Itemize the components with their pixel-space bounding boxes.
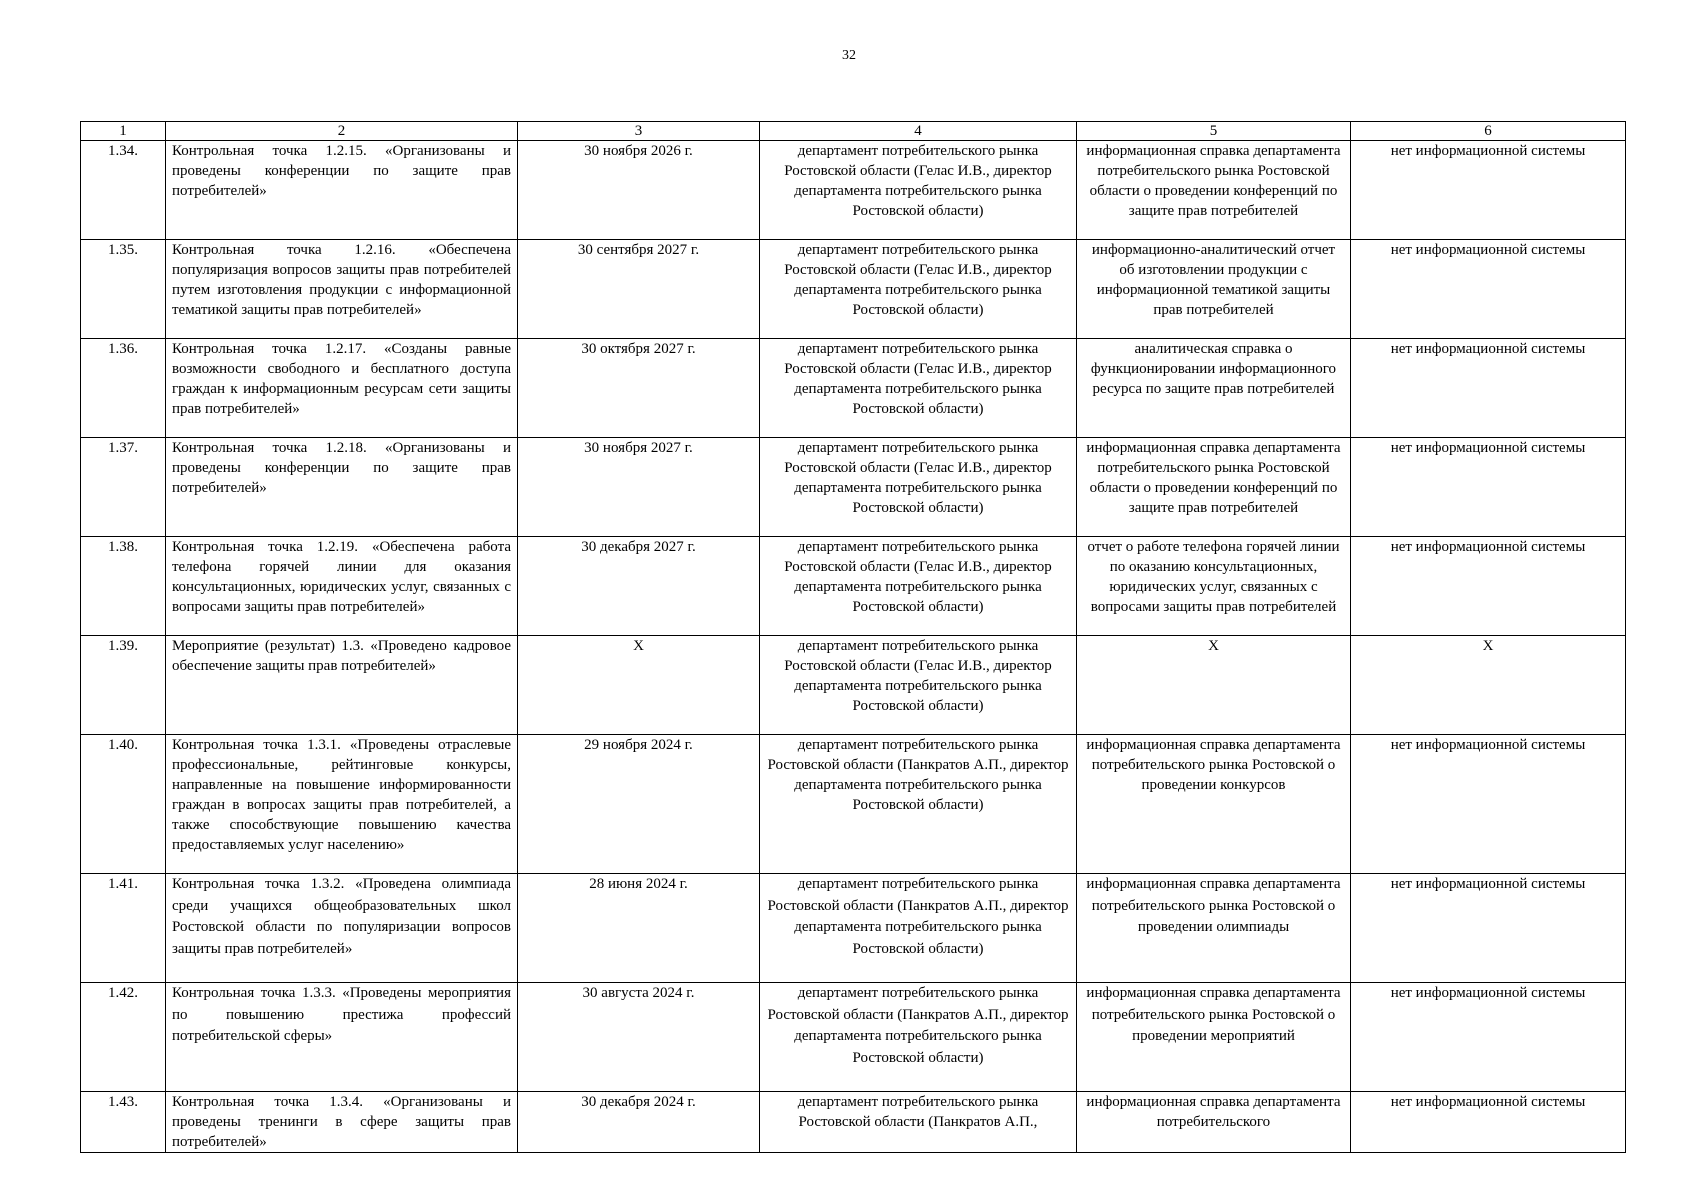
row-document: Х	[1077, 636, 1351, 735]
row-responsible: департамент потребительского рынка Ростовской области (Панкратов А.П., директор департамента потребительского рынка Ростовской области)	[760, 874, 1077, 983]
table-row	[81, 141, 1626, 240]
row-description: Контрольная точка 1.2.19. «Обеспечена работа телефона горячей линии для оказания консультационных, юридических услуг, связанных с вопросами защиты прав потребителей»	[166, 537, 518, 636]
row-document: информационная справка департамента потребительского рынка Ростовской области о проведении конференций по защите прав потребителей	[1077, 438, 1351, 537]
table-row	[81, 874, 1626, 983]
row-responsible: департамент потребительского рынка Ростовской области (Гелас И.В., директор департамента потребительского рынка Ростовской области)	[760, 537, 1077, 636]
row-date: 30 сентября 2027 г.	[518, 240, 760, 339]
row-date: 30 октября 2027 г.	[518, 339, 760, 438]
row-date: 30 декабря 2024 г.	[518, 1092, 760, 1153]
row-responsible: департамент потребительского рынка Ростовской области (Гелас И.В., директор департамента потребительского рынка Ростовской области)	[760, 438, 1077, 537]
column-header: 5	[1077, 122, 1351, 141]
table-row	[81, 1092, 1626, 1153]
row-system: нет информационной системы	[1351, 339, 1626, 438]
row-description: Контрольная точка 1.2.15. «Организованы и проведены конференции по защите прав потребителей»	[166, 141, 518, 240]
row-responsible: департамент потребительского рынка Ростовской области (Гелас И.В., директор департамента потребительского рынка Ростовской области)	[760, 636, 1077, 735]
row-responsible: департамент потребительского рынка Ростовской области (Панкратов А.П., директор департамента потребительского рынка Ростовской области)	[760, 983, 1077, 1092]
row-system: нет информационной системы	[1351, 438, 1626, 537]
row-responsible: департамент потребительского рынка Ростовской области (Панкратов А.П., директор департамента потребительского рынка Ростовской области)	[760, 735, 1077, 874]
row-number: 1.36.	[81, 339, 166, 438]
row-system: нет информационной системы	[1351, 983, 1626, 1092]
row-date: 30 ноября 2027 г.	[518, 438, 760, 537]
row-description: Контрольная точка 1.2.17. «Созданы равные возможности свободного и бесплатного доступа граждан к информационным ресурсам сети защиты прав потребителей»	[166, 339, 518, 438]
row-description: Контрольная точка 1.2.16. «Обеспечена популяризация вопросов защиты прав потребителей путем изготовления продукции с информационной тематикой защиты прав потребителей»	[166, 240, 518, 339]
column-header: 1	[81, 122, 166, 141]
row-number: 1.35.	[81, 240, 166, 339]
row-description: Контрольная точка 1.3.4. «Организованы и проведены тренинги в сфере защиты прав потребителей»	[166, 1092, 518, 1153]
row-responsible: департамент потребительского рынка Ростовской области (Гелас И.В., директор департамента потребительского рынка Ростовской области)	[760, 339, 1077, 438]
table-row	[81, 636, 1626, 735]
row-description: Контрольная точка 1.3.2. «Проведена олимпиада среди учащихся общеобразовательных школ Ростовской области по популяризации вопросов защиты прав потребителей»	[166, 874, 518, 983]
row-number: 1.39.	[81, 636, 166, 735]
row-number: 1.42.	[81, 983, 166, 1092]
row-document: информационная справка департамента потребительского рынка Ростовской о проведении конкурсов	[1077, 735, 1351, 874]
row-document: информационная справка департамента потребительского рынка Ростовской о проведении олимпиады	[1077, 874, 1351, 983]
row-date: Х	[518, 636, 760, 735]
column-header: 4	[760, 122, 1077, 141]
row-date: 29 ноября 2024 г.	[518, 735, 760, 874]
row-description: Мероприятие (результат) 1.3. «Проведено кадровое обеспечение защиты прав потребителей»	[166, 636, 518, 735]
table-row	[81, 983, 1626, 1092]
row-description: Контрольная точка 1.3.1. «Проведены отраслевые профессиональные, рейтинговые конкурсы, направленные на повышение информированности граждан в вопросах защиты прав потребителей, а также способствующие повышению качества предоставляемых услуг населению»	[166, 735, 518, 874]
row-number: 1.38.	[81, 537, 166, 636]
row-number: 1.41.	[81, 874, 166, 983]
row-number: 1.40.	[81, 735, 166, 874]
row-date: 30 августа 2024 г.	[518, 983, 760, 1092]
table-row	[81, 537, 1626, 636]
control-points-table	[80, 121, 1626, 1153]
row-system: нет информационной системы	[1351, 1092, 1626, 1153]
row-description: Контрольная точка 1.3.3. «Проведены мероприятия по повышению престижа профессий потребительской сферы»	[166, 983, 518, 1092]
row-document: информационная справка департамента потребительского	[1077, 1092, 1351, 1153]
row-system: нет информационной системы	[1351, 141, 1626, 240]
row-responsible: департамент потребительского рынка Ростовской области (Гелас И.В., директор департамента потребительского рынка Ростовской области)	[760, 141, 1077, 240]
column-header: 2	[166, 122, 518, 141]
row-document: информационная справка департамента потребительского рынка Ростовской области о проведении конференций по защите прав потребителей	[1077, 141, 1351, 240]
row-date: 28 июня 2024 г.	[518, 874, 760, 983]
table-row	[81, 240, 1626, 339]
row-date: 30 ноября 2026 г.	[518, 141, 760, 240]
row-system: нет информационной системы	[1351, 874, 1626, 983]
table-row	[81, 438, 1626, 537]
page-number: 32	[842, 48, 856, 63]
row-document: информационно-аналитический отчет об изготовлении продукции с информационной тематикой защиты прав потребителей	[1077, 240, 1351, 339]
column-header: 3	[518, 122, 760, 141]
row-number: 1.34.	[81, 141, 166, 240]
row-system: Х	[1351, 636, 1626, 735]
row-system: нет информационной системы	[1351, 735, 1626, 874]
row-document: аналитическая справка о функционировании информационного ресурса по защите прав потребителей	[1077, 339, 1351, 438]
row-date: 30 декабря 2027 г.	[518, 537, 760, 636]
header-row	[81, 122, 1626, 141]
column-header: 6	[1351, 122, 1626, 141]
row-number: 1.43.	[81, 1092, 166, 1153]
row-document: отчет о работе телефона горячей линии по оказанию консультационных, юридических услуг, связанных с вопросами защиты прав потребителей	[1077, 537, 1351, 636]
row-document: информационная справка департамента потребительского рынка Ростовской о проведении мероприятий	[1077, 983, 1351, 1092]
row-system: нет информационной системы	[1351, 537, 1626, 636]
row-responsible: департамент потребительского рынка Ростовской области (Гелас И.В., директор департамента потребительского рынка Ростовской области)	[760, 240, 1077, 339]
table-row	[81, 339, 1626, 438]
row-system: нет информационной системы	[1351, 240, 1626, 339]
row-responsible: департамент потребительского рынка Ростовской области (Панкратов А.П.,	[760, 1092, 1077, 1153]
row-number: 1.37.	[81, 438, 166, 537]
row-description: Контрольная точка 1.2.18. «Организованы и проведены конференции по защите прав потребителей»	[166, 438, 518, 537]
table-row	[81, 735, 1626, 874]
